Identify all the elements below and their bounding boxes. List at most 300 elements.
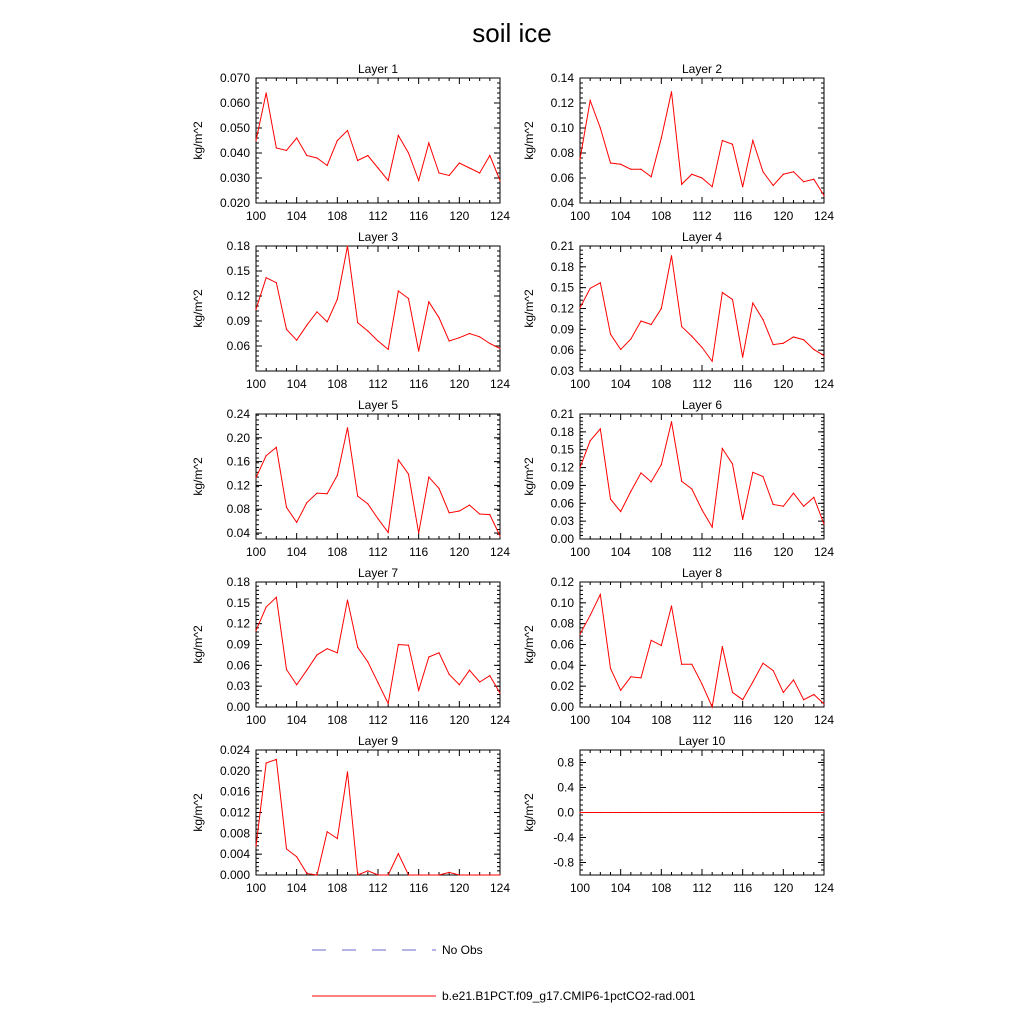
series-line-layer-7 bbox=[256, 597, 500, 703]
x-tick-label: 120 bbox=[449, 209, 470, 223]
data-point bbox=[732, 692, 733, 693]
data-point bbox=[671, 605, 672, 606]
data-point bbox=[449, 674, 450, 675]
y-tick-label: 0.18 bbox=[226, 239, 250, 253]
data-point bbox=[773, 504, 774, 505]
data-point bbox=[418, 180, 419, 181]
y-tick-label: 0.060 bbox=[219, 96, 250, 110]
plot-frame bbox=[256, 78, 500, 203]
data-point bbox=[651, 640, 652, 641]
y-axis-label: kg/m^2 bbox=[191, 793, 205, 832]
panel-title: Layer 4 bbox=[681, 230, 723, 244]
data-point bbox=[469, 874, 470, 875]
data-point bbox=[762, 319, 763, 320]
y-tick-label: 0.12 bbox=[550, 96, 574, 110]
legend-run-label: b.e21.B1PCT.f09_g17.CMIP6-1pctCO2-rad.001 bbox=[442, 989, 696, 1003]
data-point bbox=[640, 472, 641, 473]
y-axis-label: kg/m^2 bbox=[191, 289, 205, 328]
data-point bbox=[701, 812, 702, 813]
x-tick-label: 104 bbox=[610, 713, 631, 727]
data-point bbox=[590, 100, 591, 101]
data-point bbox=[823, 703, 824, 704]
y-tick-label: 0.050 bbox=[219, 121, 250, 135]
data-point bbox=[438, 874, 439, 875]
data-point bbox=[266, 762, 267, 763]
y-tick-label: 0.02 bbox=[550, 679, 574, 694]
data-point bbox=[398, 459, 399, 460]
data-point bbox=[620, 690, 621, 691]
x-tick-label: 120 bbox=[449, 713, 470, 727]
data-point bbox=[459, 684, 460, 685]
y-tick-label: 0.18 bbox=[550, 424, 574, 439]
x-tick-label: 100 bbox=[245, 545, 267, 559]
data-point bbox=[469, 670, 470, 671]
panel-title: Layer 6 bbox=[681, 398, 723, 412]
data-point bbox=[479, 874, 480, 875]
data-point bbox=[479, 172, 480, 173]
x-tick-label: 120 bbox=[773, 209, 794, 223]
y-tick-label: 0.08 bbox=[550, 146, 574, 160]
y-tick-label: 0.12 bbox=[550, 301, 574, 316]
data-point bbox=[286, 507, 287, 508]
x-tick-label: 108 bbox=[651, 881, 672, 895]
x-tick-label: 124 bbox=[489, 377, 511, 391]
data-point bbox=[762, 171, 763, 172]
data-point bbox=[337, 140, 338, 141]
data-point bbox=[732, 299, 733, 300]
data-point bbox=[630, 491, 631, 492]
data-point bbox=[306, 873, 307, 874]
data-point bbox=[479, 681, 480, 682]
series-line-layer-2 bbox=[580, 92, 824, 196]
data-point bbox=[752, 472, 753, 473]
y-tick-label: 0.14 bbox=[550, 71, 574, 85]
data-point bbox=[418, 532, 419, 533]
y-tick-label: 0.15 bbox=[226, 264, 250, 278]
legend bbox=[312, 943, 696, 1003]
series-line-layer-4 bbox=[580, 256, 824, 362]
y-tick-label: 0.15 bbox=[550, 442, 574, 457]
x-tick-label: 116 bbox=[733, 545, 753, 559]
data-point bbox=[377, 682, 378, 683]
data-point bbox=[640, 169, 641, 170]
data-point bbox=[773, 812, 774, 813]
data-point bbox=[732, 463, 733, 464]
data-point bbox=[306, 502, 307, 503]
data-point bbox=[671, 421, 672, 422]
y-axis-label: kg/m^2 bbox=[522, 625, 536, 664]
data-point bbox=[742, 186, 743, 187]
data-point bbox=[296, 684, 297, 685]
x-tick-label: 124 bbox=[489, 545, 511, 559]
data-point bbox=[266, 92, 267, 93]
data-point bbox=[783, 692, 784, 693]
data-point bbox=[661, 645, 662, 646]
panels-grid bbox=[191, 62, 834, 895]
data-point bbox=[377, 518, 378, 519]
data-point bbox=[742, 519, 743, 520]
panel-title: Layer 8 bbox=[681, 566, 723, 580]
x-tick-label: 124 bbox=[813, 881, 835, 895]
y-tick-label: 0.18 bbox=[226, 575, 250, 589]
data-point bbox=[286, 329, 287, 330]
data-point bbox=[266, 455, 267, 456]
x-tick-label: 116 bbox=[733, 209, 753, 223]
data-point bbox=[783, 506, 784, 507]
y-tick-label: 0.03 bbox=[226, 679, 250, 694]
data-point bbox=[388, 532, 389, 533]
data-point bbox=[428, 874, 429, 875]
panel-layer-8 bbox=[522, 566, 834, 727]
data-point bbox=[266, 606, 267, 607]
data-point bbox=[347, 427, 348, 428]
data-point bbox=[469, 167, 470, 168]
y-tick-label: 0.12 bbox=[226, 289, 250, 303]
data-point bbox=[579, 307, 580, 308]
y-tick-label: 0.18 bbox=[550, 259, 574, 274]
data-point bbox=[590, 288, 591, 289]
plot-frame bbox=[580, 246, 824, 371]
data-point bbox=[661, 308, 662, 309]
data-point bbox=[681, 481, 682, 482]
x-tick-label: 108 bbox=[327, 713, 348, 727]
panel-layer-2 bbox=[522, 62, 834, 223]
x-tick-label: 116 bbox=[409, 713, 429, 727]
data-point bbox=[793, 812, 794, 813]
data-point bbox=[752, 140, 753, 141]
panel-layer-4 bbox=[522, 230, 834, 391]
x-tick-label: 108 bbox=[651, 377, 672, 391]
data-point bbox=[712, 186, 713, 187]
x-tick-label: 108 bbox=[327, 209, 348, 223]
data-point bbox=[469, 504, 470, 505]
data-point bbox=[630, 676, 631, 677]
data-point bbox=[691, 174, 692, 175]
panel-layer-7 bbox=[191, 566, 510, 727]
data-point bbox=[793, 336, 794, 337]
data-point bbox=[640, 320, 641, 321]
data-point bbox=[722, 646, 723, 647]
data-point bbox=[590, 812, 591, 813]
data-point bbox=[590, 440, 591, 441]
y-tick-label: 0.8 bbox=[557, 755, 574, 770]
data-point bbox=[408, 874, 409, 875]
data-point bbox=[296, 340, 297, 341]
data-point bbox=[813, 179, 814, 180]
data-point bbox=[255, 630, 256, 631]
data-point bbox=[438, 488, 439, 489]
x-tick-label: 100 bbox=[245, 377, 267, 391]
data-point bbox=[276, 759, 277, 760]
data-point bbox=[773, 344, 774, 345]
data-point bbox=[255, 846, 256, 847]
data-point bbox=[762, 476, 763, 477]
data-point bbox=[296, 856, 297, 857]
data-point bbox=[316, 874, 317, 875]
data-point bbox=[327, 493, 328, 494]
x-tick-label: 120 bbox=[773, 881, 794, 895]
data-point bbox=[255, 309, 256, 310]
y-tick-label: 0.020 bbox=[219, 196, 250, 210]
y-tick-label: 0.21 bbox=[550, 407, 574, 421]
data-point bbox=[793, 679, 794, 680]
y-tick-label: 0.03 bbox=[550, 514, 574, 529]
data-point bbox=[620, 812, 621, 813]
data-point bbox=[377, 874, 378, 875]
y-tick-label: 0.03 bbox=[550, 364, 574, 378]
data-point bbox=[651, 176, 652, 177]
data-point bbox=[286, 150, 287, 151]
plot-frame bbox=[256, 414, 500, 539]
data-point bbox=[722, 448, 723, 449]
data-point bbox=[367, 870, 368, 871]
y-tick-label: 0.09 bbox=[226, 637, 250, 652]
x-tick-label: 124 bbox=[813, 545, 835, 559]
panel-layer-1 bbox=[191, 62, 510, 223]
data-point bbox=[722, 140, 723, 141]
panel-title: Layer 5 bbox=[357, 398, 399, 412]
plot-frame bbox=[256, 750, 500, 875]
x-tick-label: 100 bbox=[569, 881, 591, 895]
data-point bbox=[276, 447, 277, 448]
data-point bbox=[752, 302, 753, 303]
y-tick-label: 0.08 bbox=[550, 616, 574, 631]
y-tick-label: 0.040 bbox=[219, 146, 250, 160]
data-point bbox=[337, 475, 338, 476]
x-tick-label: 100 bbox=[569, 377, 591, 391]
data-point bbox=[742, 812, 743, 813]
y-tick-label: 0.12 bbox=[550, 575, 574, 589]
y-tick-label: 0.12 bbox=[226, 616, 250, 631]
data-point bbox=[579, 812, 580, 813]
panel-layer-10 bbox=[522, 734, 834, 895]
x-tick-label: 116 bbox=[733, 377, 753, 391]
data-point bbox=[579, 633, 580, 634]
data-point bbox=[489, 343, 490, 344]
data-point bbox=[620, 164, 621, 165]
y-tick-label: 0.08 bbox=[226, 502, 250, 517]
y-tick-label: 0.20 bbox=[226, 430, 250, 445]
data-point bbox=[489, 675, 490, 676]
data-point bbox=[327, 648, 328, 649]
data-point bbox=[803, 699, 804, 700]
y-tick-label: 0.15 bbox=[550, 280, 574, 295]
x-tick-label: 112 bbox=[368, 881, 388, 895]
data-point bbox=[469, 333, 470, 334]
data-point bbox=[610, 162, 611, 163]
data-point bbox=[691, 336, 692, 337]
data-point bbox=[388, 874, 389, 875]
x-tick-label: 116 bbox=[733, 881, 753, 895]
data-point bbox=[459, 510, 460, 511]
data-point bbox=[408, 298, 409, 299]
x-tick-label: 104 bbox=[286, 545, 307, 559]
x-tick-label: 104 bbox=[286, 209, 307, 223]
x-tick-label: 104 bbox=[286, 377, 307, 391]
data-point bbox=[752, 681, 753, 682]
data-point bbox=[306, 155, 307, 156]
data-point bbox=[813, 694, 814, 695]
y-tick-label: -0.8 bbox=[553, 855, 574, 870]
data-point bbox=[357, 322, 358, 323]
data-point bbox=[286, 669, 287, 670]
data-point bbox=[712, 812, 713, 813]
x-tick-label: 108 bbox=[327, 377, 348, 391]
x-tick-label: 108 bbox=[651, 713, 672, 727]
data-point bbox=[701, 509, 702, 510]
x-tick-label: 104 bbox=[286, 713, 307, 727]
data-point bbox=[479, 513, 480, 514]
y-axis-label: kg/m^2 bbox=[191, 121, 205, 160]
y-tick-label: 0.15 bbox=[226, 595, 250, 610]
y-tick-label: 0.09 bbox=[226, 314, 250, 328]
panel-layer-6 bbox=[522, 398, 834, 559]
data-point bbox=[600, 594, 601, 595]
panel-title: Layer 9 bbox=[357, 734, 399, 748]
data-point bbox=[773, 185, 774, 186]
data-point bbox=[783, 343, 784, 344]
panel-title: Layer 2 bbox=[681, 62, 723, 76]
y-tick-label: 0.16 bbox=[226, 454, 250, 469]
data-point bbox=[316, 311, 317, 312]
data-point bbox=[610, 668, 611, 669]
x-tick-label: 104 bbox=[610, 545, 631, 559]
data-point bbox=[438, 317, 439, 318]
data-point bbox=[306, 325, 307, 326]
data-point bbox=[803, 506, 804, 507]
data-point bbox=[388, 180, 389, 181]
y-tick-label: 0.024 bbox=[219, 743, 250, 757]
data-point bbox=[499, 693, 500, 694]
data-point bbox=[579, 467, 580, 468]
x-tick-label: 112 bbox=[368, 545, 388, 559]
data-point bbox=[428, 142, 429, 143]
data-point bbox=[276, 147, 277, 148]
data-point bbox=[398, 853, 399, 854]
data-point bbox=[681, 664, 682, 665]
data-point bbox=[681, 184, 682, 185]
y-axis-label: kg/m^2 bbox=[191, 457, 205, 496]
data-point bbox=[722, 812, 723, 813]
data-point bbox=[347, 771, 348, 772]
series-line-layer-3 bbox=[256, 246, 500, 351]
data-point bbox=[742, 357, 743, 358]
y-axis-label: kg/m^2 bbox=[522, 289, 536, 328]
data-point bbox=[459, 162, 460, 163]
data-point bbox=[630, 812, 631, 813]
x-tick-label: 108 bbox=[327, 545, 348, 559]
data-point bbox=[600, 812, 601, 813]
data-point bbox=[327, 321, 328, 322]
data-point bbox=[671, 91, 672, 92]
data-point bbox=[255, 140, 256, 141]
x-tick-label: 116 bbox=[409, 545, 429, 559]
data-point bbox=[276, 597, 277, 598]
x-tick-label: 112 bbox=[692, 881, 712, 895]
y-tick-label: 0.04 bbox=[550, 658, 574, 673]
x-tick-label: 116 bbox=[733, 713, 753, 727]
data-point bbox=[449, 512, 450, 513]
x-tick-label: 100 bbox=[245, 881, 267, 895]
data-point bbox=[610, 334, 611, 335]
y-tick-label: 0.06 bbox=[550, 343, 574, 358]
data-point bbox=[732, 812, 733, 813]
x-tick-label: 108 bbox=[651, 545, 672, 559]
x-tick-label: 120 bbox=[449, 881, 470, 895]
figure-title: soil ice bbox=[472, 18, 552, 48]
data-point bbox=[408, 645, 409, 646]
data-point bbox=[438, 172, 439, 173]
data-point bbox=[327, 165, 328, 166]
data-point bbox=[377, 340, 378, 341]
data-point bbox=[337, 652, 338, 653]
data-point bbox=[661, 137, 662, 138]
y-tick-label: 0.12 bbox=[550, 460, 574, 475]
legend-no-obs-label: No Obs bbox=[442, 943, 483, 957]
data-point bbox=[783, 174, 784, 175]
data-point bbox=[651, 812, 652, 813]
data-point bbox=[732, 144, 733, 145]
x-tick-label: 104 bbox=[286, 881, 307, 895]
x-tick-label: 104 bbox=[610, 881, 631, 895]
data-point bbox=[499, 874, 500, 875]
data-point bbox=[762, 812, 763, 813]
data-point bbox=[803, 339, 804, 340]
y-tick-label: -0.4 bbox=[553, 830, 574, 845]
data-point bbox=[398, 644, 399, 645]
x-tick-label: 120 bbox=[773, 545, 794, 559]
data-point bbox=[742, 699, 743, 700]
data-point bbox=[813, 497, 814, 498]
x-tick-label: 124 bbox=[813, 377, 835, 391]
data-point bbox=[489, 155, 490, 156]
x-tick-label: 100 bbox=[569, 209, 591, 223]
data-point bbox=[377, 167, 378, 168]
data-point bbox=[661, 812, 662, 813]
data-point bbox=[296, 137, 297, 138]
x-tick-label: 108 bbox=[327, 881, 348, 895]
panel-title: Layer 7 bbox=[357, 566, 399, 580]
panel-title: Layer 3 bbox=[357, 230, 399, 244]
data-point bbox=[357, 874, 358, 875]
x-tick-label: 120 bbox=[773, 713, 794, 727]
y-tick-label: 0.004 bbox=[219, 847, 250, 862]
data-point bbox=[499, 535, 500, 536]
plot-frame bbox=[580, 78, 824, 203]
data-point bbox=[823, 355, 824, 356]
y-tick-label: 0.06 bbox=[226, 658, 250, 673]
x-tick-label: 112 bbox=[368, 377, 388, 391]
x-tick-label: 116 bbox=[409, 209, 429, 223]
data-point bbox=[255, 477, 256, 478]
data-point bbox=[661, 464, 662, 465]
data-point bbox=[773, 670, 774, 671]
data-point bbox=[620, 349, 621, 350]
y-tick-label: 0.24 bbox=[226, 407, 250, 421]
x-tick-label: 124 bbox=[489, 713, 511, 727]
y-tick-label: 0.10 bbox=[550, 121, 574, 135]
data-point bbox=[449, 175, 450, 176]
data-point bbox=[357, 647, 358, 648]
y-tick-label: 0.008 bbox=[219, 826, 250, 841]
plot-frame bbox=[256, 582, 500, 707]
data-point bbox=[579, 159, 580, 160]
data-point bbox=[449, 340, 450, 341]
data-point bbox=[823, 195, 824, 196]
data-point bbox=[357, 160, 358, 161]
x-tick-label: 120 bbox=[449, 377, 470, 391]
series-line-layer-9 bbox=[256, 759, 500, 875]
